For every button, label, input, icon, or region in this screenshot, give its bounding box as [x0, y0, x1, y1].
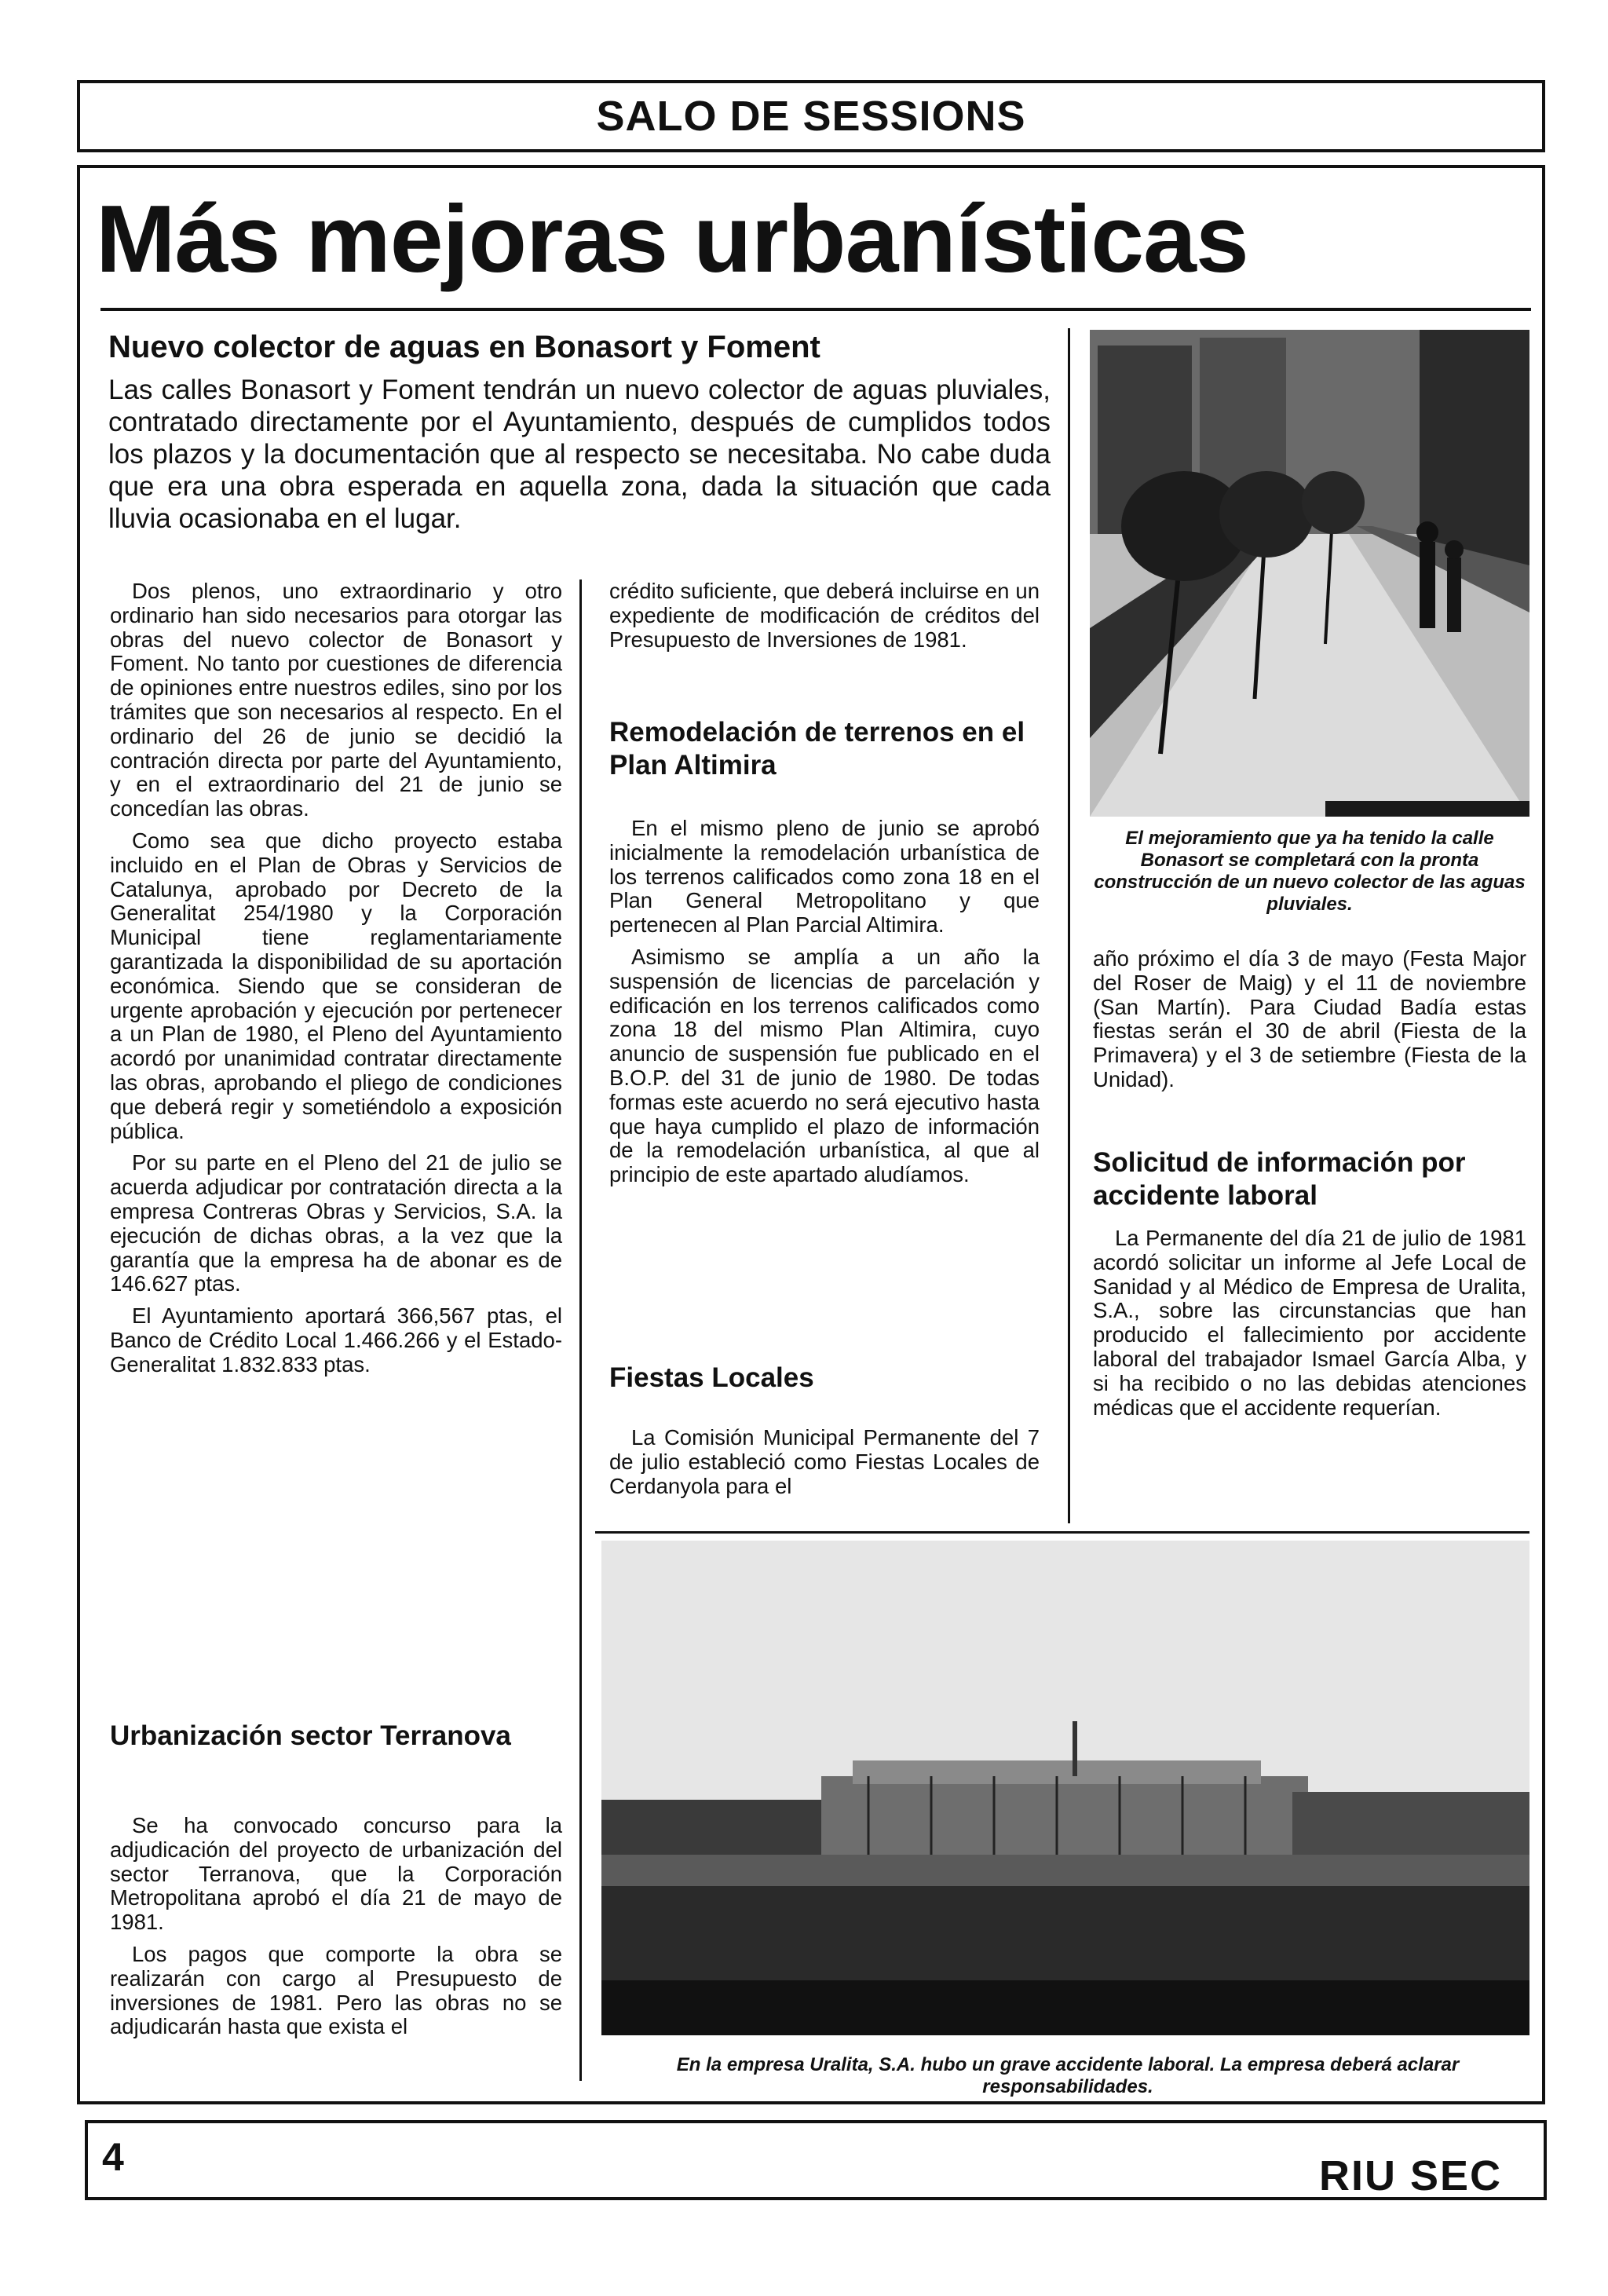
street-photo: [1090, 330, 1529, 817]
photo-caption-street: El mejoramiento que ya ha tenido la calle Bonasort se completará con la pronta construcción de un nuevo colector de las aguas pluviales.: [1094, 828, 1526, 915]
street-photo-image: [1090, 330, 1529, 817]
column-divider: [1068, 328, 1070, 1523]
page-number: 4: [102, 2135, 124, 2179]
kicker: Nuevo colector de aguas en Bonasort y Foment: [108, 330, 820, 364]
factory-photo-image: [601, 1541, 1529, 2035]
photo-caption-factory: En la empresa Uralita, S.A. hubo un grave accidente laboral. La empresa deberá aclarar responsabilidades.: [676, 2054, 1460, 2097]
column-3-end: [1093, 1227, 1526, 1428]
body-paragraph: Por su parte en el Pleno del 21 de julio se acuerda adjudicar por contratación directa a la empresa Contreras Obras y Servicios, S.A. la ejecución de dichas obras, a la vez que la garantía que la empresa ha de abonar es de 146.627 ptas.: [110, 1150, 562, 1296]
publication-name: RIU SEC: [1319, 2152, 1503, 2199]
column-3: [1093, 947, 1526, 1100]
headline: Más mejoras urbanísticas: [96, 185, 1248, 292]
body-paragraph: En el mismo pleno de junio se aprobó inicialmente la remodelación urbanística de los terrenos calificados como zona 18 en el Plan General Metropolitano y que pertenecen al Plan Parcial Altimira.: [609, 816, 1040, 938]
column-2: [609, 579, 1040, 660]
body-paragraph: La Comisión Municipal Permanente del 7 de julio estableció como Fiestas Locales de Cerdanyola para el: [609, 1425, 1040, 1498]
body-paragraph: El Ayuntamiento aportará 366,567 ptas, el Banco de Crédito Local 1.466.266 y el Estado-Generalitat 1.832.833 ptas.: [110, 1303, 562, 1377]
body-paragraph: Los pagos que comporte la obra se realizarán con cargo al Presupuesto de inversiones de 1981. Pero las obras no se adjudicarán hasta que exista el: [110, 1941, 562, 2039]
subheading-accidente: Solicitud de información por accidente laboral: [1093, 1147, 1466, 1211]
body-paragraph: Asimismo se amplía a un año la suspensión de licencias de parcelación y edificación en los terrenos calificados como zona 18 del mismo Plan Altimira, cuyo anuncio de suspensión fue publicado en el B.O.P. del 31 de junio de 1980. De todas formas este acuerdo no será ejecutivo hasta que haya cumplido el plazo de información de la remodelación urbanística, al que al principio de este apartado aludíamos.: [609, 944, 1040, 1187]
subheading-altimira: Remodelación de terrenos en el Plan Altimira: [609, 717, 1025, 781]
column-1-continued: [110, 1814, 562, 2047]
section-title: SALO DE SESSIONS: [596, 93, 1026, 140]
headline-rule: [100, 308, 1531, 311]
column-1: [110, 579, 562, 1385]
photo-rule: [595, 1531, 1529, 1534]
column-divider: [579, 579, 582, 2081]
subheading-terranova: Urbanización sector Terranova: [110, 1720, 511, 1751]
subheading-fiestas: Fiestas Locales: [609, 1362, 814, 1393]
body-paragraph: Dos plenos, uno extraordinario y otro ordinario han sido necesarios para otorgar las obras del nuevo colector de Bonasort y Foment. No tanto por cuestiones de diferencia de opiniones entre nuestros ediles, sino por los trámites que son necesarios al respecto. En el ordinario del 26 de junio se decidió la contración directa por parte del Ayuntamiento, y en el extraordinario del 21 de junio se concedían las obras.: [110, 579, 562, 821]
column-2-end: [609, 1426, 1040, 1506]
lead-paragraph: Las calles Bonasort y Foment tendrán un nuevo colector de aguas pluviales, contratado directamente por el Ayuntamiento, después de cumplidos todos los plazos y la documentación que al respecto se necesitaba. No cabe duda que era una obra esperada en aquella zona, dada la situación que cada lluvia ocasionaba en el lugar.: [108, 375, 1051, 534]
body-paragraph: Se ha convocado concurso para la adjudicación del proyecto de urbanización del sector Terranova, que la Corporación Metropolitana aprobó el día 21 de mayo de 1981.: [110, 1813, 562, 1935]
section-banner: [77, 80, 1545, 152]
body-paragraph: año próximo el día 3 de mayo (Festa Major del Roser de Maig) y el 11 de noviembre (San Martín). Para Ciudad Badía estas fiestas serán el 30 de abril (Fiesta de la Primavera) y el 3 de setiembre (Fiesta de la Unidad).: [1093, 946, 1526, 1091]
body-paragraph: La Permanente del día 21 de julio de 1981 acordó solicitar un informe al Jefe Local de Sanidad y al Médico de Empresa de Uralita, S.A., sobre las circunstancias que han producido el fallecimiento por accidente laboral del trabajador Ismael García Alba, y si ha recibido o no las debidas atenciones médicas que el accidente requerían.: [1093, 1226, 1526, 1420]
body-paragraph: Como sea que dicho proyecto estaba incluido en el Plan de Obras y Servicios de Catalunya, aprobado por Decreto de la Generalitat 254/1980 y la Corporación Municipal tiene reglamentariamente garantizada la disponibilidad de su aportación económica. Siendo que se consideran de urgente aprobación y ejecución por pertenecer a un Plan de 1980, el Pleno del Ayuntamiento acordó por unanimidad contratar directamente las obras, aprobando el pliego de condiciones que deberá regir y sometiéndolo a exposición pública.: [110, 828, 562, 1143]
column-2-mid: [609, 817, 1040, 1195]
factory-photo: [601, 1541, 1529, 2035]
body-paragraph: crédito suficiente, que deberá incluirse en un expediente de modificación de créditos del Presupuesto de Inversiones de 1981.: [609, 579, 1040, 652]
